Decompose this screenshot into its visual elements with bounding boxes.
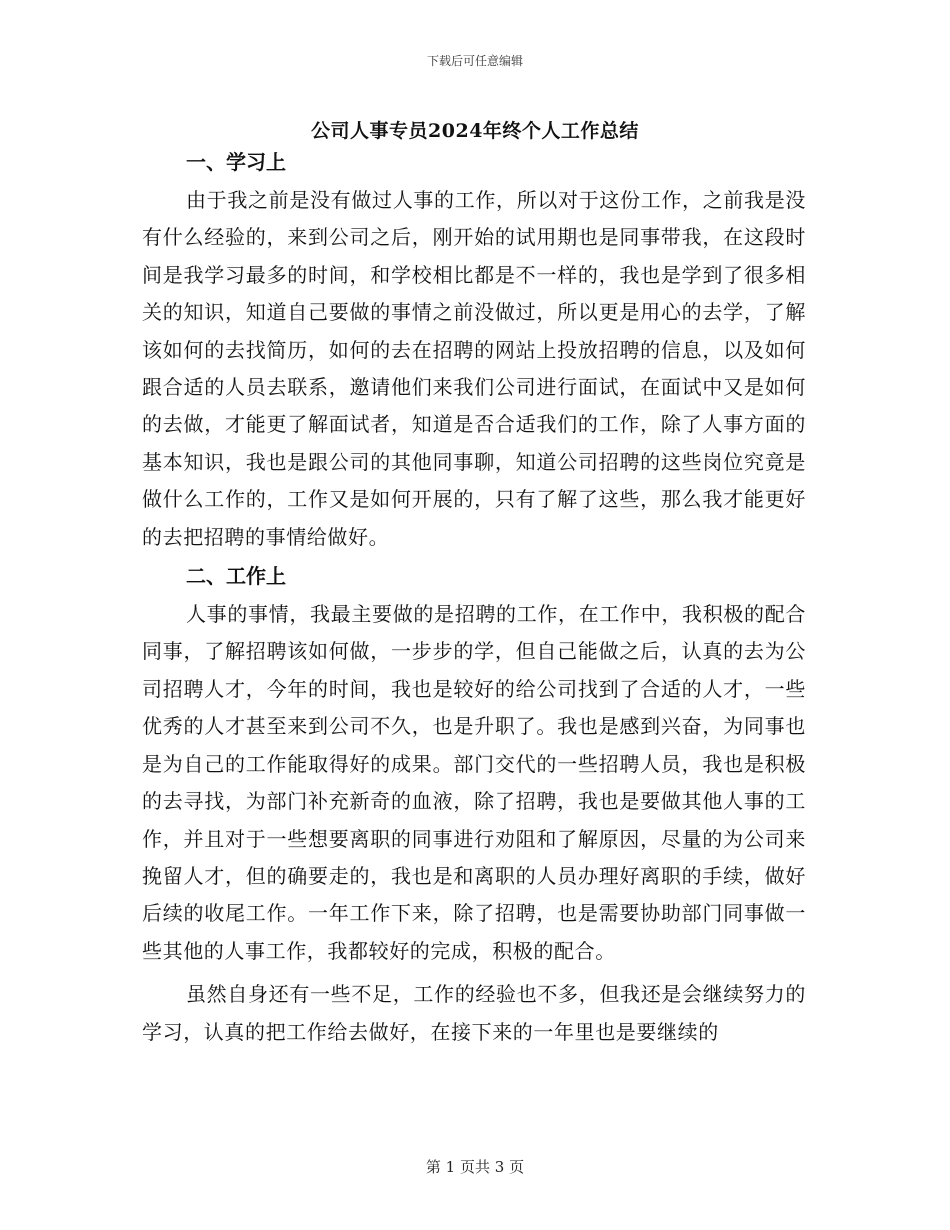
section-heading-work: 二、工作上 — [186, 564, 286, 589]
page-header-note: 下载后可任意编辑 — [426, 54, 523, 68]
document-body — [142, 142, 806, 1051]
document-title: 公司人事专员2024年终个人工作总结 — [311, 120, 639, 142]
paragraph-study: 由于我之前是没有做过人事的工作，所以对于这份工作，之前我是没有什么经验的，来到公司之后，刚开始的试用期也是同事带我，在这段时间是我学习最多的时间，和学校相比都是不一样的，我也是学到了很多相关的知识，知道自己要做的事情之前没做过，所以更是用心的去学，了解该如何的去找简历，如何的去在招聘的网站上投放招聘的信息，以及如何跟合适的人员去联系，邀请他们来我们公司进行面试，在面试中又是如何的去做，才能更了解面试者，知道是否合适我们的工作，除了人事方面的基本知识，我也是跟公司的其他同事聊，知道公司招聘的这些岗位究竟是做什么工作的，工作又是如何开展的，只有了解了这些，那么我才能更好的去把招聘的事情给做好。 — [142, 188, 806, 549]
paragraph-shortcomings: 虽然自身还有一些不足，工作的经验也不多，但我还是会继续努力的学习，认真的把工作给去做好，在接下来的一年里也是要继续的 — [142, 982, 806, 1044]
paragraph-work: 人事的事情，我最主要做的是招聘的工作，在工作中，我积极的配合同事，了解招聘该如何做，一步步的学，但自己能做之后，认真的去为公司招聘人才，今年的时间，我也是较好的给公司找到了合适的人才，一些优秀的人才甚至来到公司不久，也是升职了。我也是感到兴奋，为同事也是为自己的工作能取得好的成果。部门交代的一些招聘人员，我也是积极的去寻找，为部门补充新奇的血液，除了招聘，我也是要做其他人事的工作，并且对于一些想要离职的同事进行劝阻和了解原因，尽量的为公司来挽留人才，但的确要走的，我也是和离职的人员办理好离职的手续，做好后续的收尾工作。一年工作下来，除了招聘，也是需要协助部门同事做一些其他的人事工作，我都较好的完成，积极的配合。 — [142, 602, 806, 963]
section-heading-study: 一、学习上 — [186, 150, 286, 174]
page-number: 第 1 页共 3 页 — [425, 1158, 525, 1176]
